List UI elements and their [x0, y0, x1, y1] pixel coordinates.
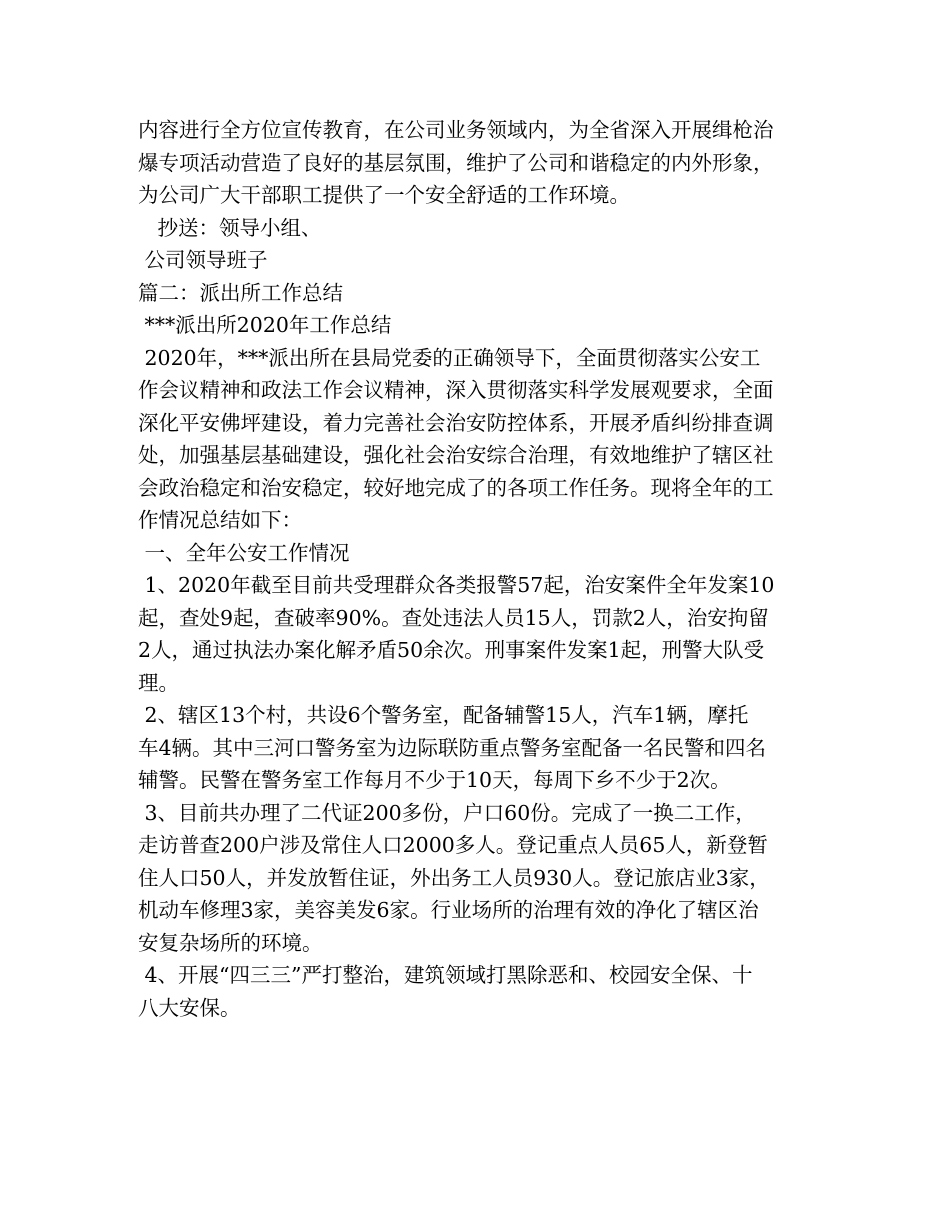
- text-line: 安复杂场所的环境。: [138, 930, 323, 955]
- document-body: [138, 114, 838, 1024]
- text-line: 处，加强基层基础建设，强化社会治安综合治理，有效地维护了辖区社: [138, 443, 774, 467]
- text-line: 2020年，***派出所在县局党委的正确领导下，全面贯彻落实公安工: [138, 345, 761, 370]
- text-line: 2、辖区13个村，共设6个警务室，配备辅警15人，汽车1辆，摩托: [138, 703, 749, 727]
- text-line: 1、2020年截至目前共受理群众各类报警57起，治安案件全年发案10: [138, 573, 775, 597]
- text-line: 作会议精神和政法工作会议精神，深入贯彻落实科学发展观要求，全面: [138, 378, 774, 402]
- cc-recipient-line: 公司领导班子: [138, 248, 268, 272]
- text-line: 起，查处9起，查破率90%。查处违法人员15人，罚款2人，治安拘留: [138, 605, 769, 630]
- section-heading: 篇二：派出所工作总结: [138, 280, 343, 305]
- text-line: 作情况总结如下：: [138, 508, 302, 532]
- text-line: 走访普查200户涉及常住人口2000多人。登记重点人员65人，新登暂: [138, 833, 768, 857]
- text-line: 住人口50人，并发放暂住证，外出务工人员930人。登记旅店业3家，: [138, 865, 770, 890]
- report-title: ***派出所2020年工作总结: [138, 313, 392, 337]
- text-line: 辅警。民警在警务室工作每月不少于10天，每周下乡不少于2次。: [138, 768, 731, 792]
- text-line: 为公司广大干部职工提供了一个安全舒适的工作环境。: [138, 183, 630, 207]
- subsection-heading: 一、全年公安工作情况: [138, 540, 350, 565]
- text-line: 爆专项活动营造了良好的基层氛围，维护了公司和谐稳定的内外形象，: [138, 150, 774, 175]
- text-line: 车4辆。其中三河口警务室为边际联防重点警务室配备一名民警和四名: [138, 735, 767, 760]
- text-line: 内容进行全方位宣传教育，在公司业务领域内，为全省深入开展缉枪治: [138, 118, 774, 142]
- text-line: 4、开展“四三三”严打整治，建筑领域打黑除恶和、校园安全保、十: [138, 963, 753, 987]
- text-line: 机动车修理3家，美容美发6家。行业场所的治理有效的净化了辖区治: [138, 898, 759, 922]
- cc-line: 抄送：领导小组、: [138, 215, 322, 240]
- text-line: 2人，通过执法办案化解矛盾50余次。刑事案件发案1起，刑警大队受: [138, 638, 765, 662]
- text-line: 理。: [138, 670, 179, 695]
- text-line: 3、目前共办理了二代证200多份，户口60份。完成了一换二工作，: [138, 800, 756, 825]
- text-line: 深化平安佛坪建设，着力完善社会治安防控体系，开展矛盾纠纷排查调: [138, 410, 774, 435]
- text-line: 八大安保。: [138, 995, 241, 1020]
- text-line: 会政治稳定和治安稳定，较好地完成了的各项工作任务。现将全年的工: [138, 475, 774, 500]
